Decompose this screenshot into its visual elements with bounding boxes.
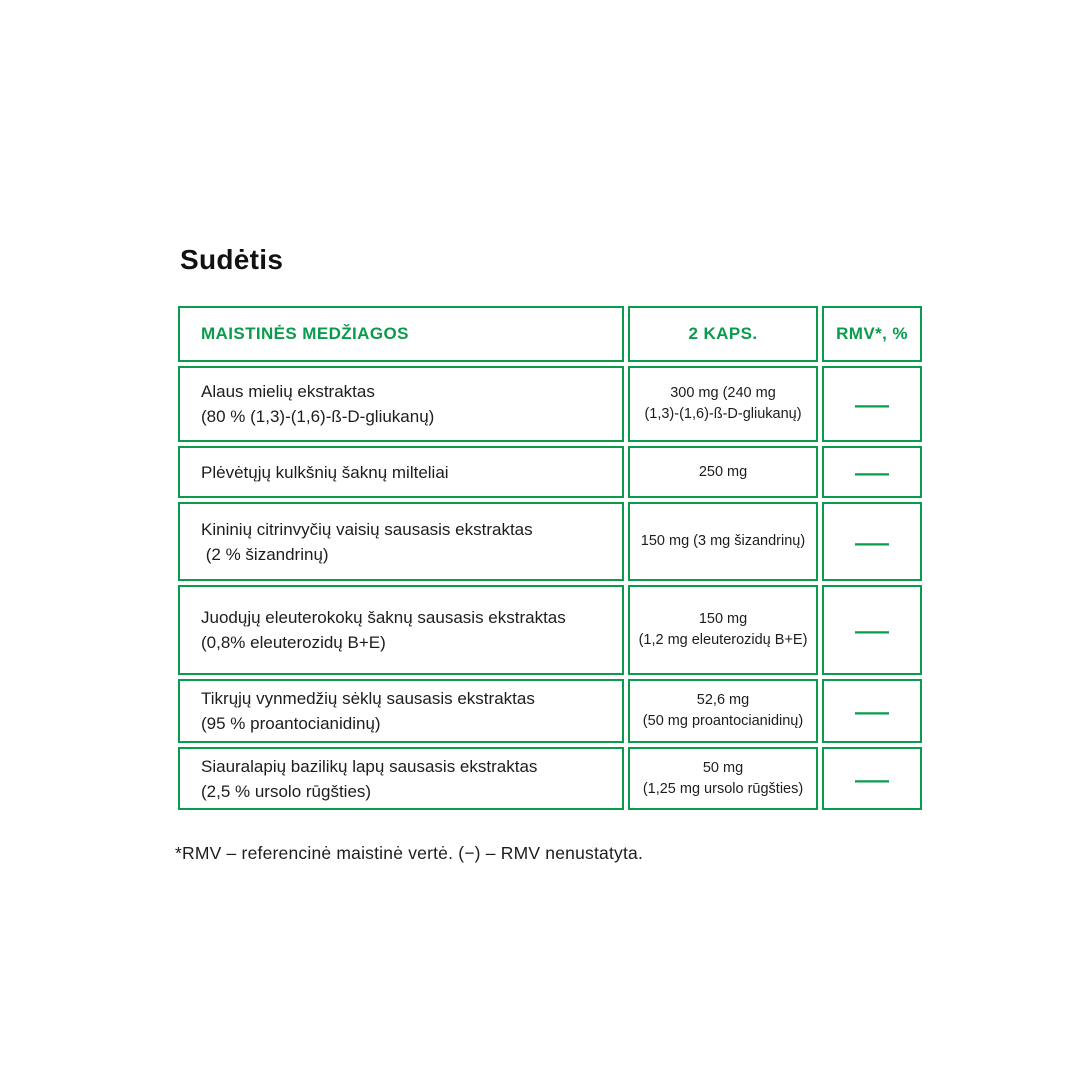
nutrient-name-detail: (2,5 % ursolo rūgšties) <box>201 781 372 801</box>
nutrient-name-cell <box>178 585 624 675</box>
rmv-dash-icon: — <box>855 453 889 491</box>
amount-value: 150 mg <box>698 611 748 627</box>
amount-cell <box>628 366 818 442</box>
nutrient-name-cell <box>178 747 624 810</box>
rmv-dash-icon: — <box>855 611 889 649</box>
nutrient-name-detail: (0,8% eleuterozidų B+E) <box>201 633 386 652</box>
nutrient-name: Siauralapių bazilikų lapų sausasis ekstraktas <box>201 756 538 776</box>
rmv-dash-icon: — <box>855 692 889 730</box>
nutrient-name: Kininių citrinvyčių vaisių sausasis ekstraktas <box>201 519 533 539</box>
amount-detail: (1,3)-(1,6)-ß-D-gliukanų) <box>644 406 802 422</box>
nutrient-name-cell <box>178 366 624 442</box>
amount-detail: (1,2 mg eleuterozidų B+E) <box>638 632 808 648</box>
rmv-cell <box>822 747 922 810</box>
amount-value: 250 mg <box>698 463 748 480</box>
nutrient-name-detail: (2 % šizandrinų) <box>201 544 329 564</box>
table-header-rmv-label: RMV*, % <box>836 324 908 343</box>
nutrient-name: Tikrųjų vynmedžių sėklų sausasis ekstraktas <box>201 689 535 708</box>
table-header-per-serving-label: 2 KAPS. <box>688 324 758 343</box>
amount-value: 150 mg (3 mg šizandrinų) <box>640 533 806 549</box>
rmv-dash-icon: — <box>855 759 889 798</box>
amount-cell <box>628 747 818 810</box>
amount-value: 300 mg (240 mg <box>670 385 776 401</box>
rmv-dash-icon: — <box>855 385 889 423</box>
table-header-nutrients <box>178 306 624 362</box>
nutrient-name-cell <box>178 679 624 743</box>
nutrient-name: Alaus mielių ekstraktas <box>201 382 375 401</box>
nutrient-name: Plėvėtųjų kulkšnių šaknų milteliai <box>201 462 449 482</box>
composition-table <box>178 306 922 810</box>
table-header-nutrients-label: MAISTINĖS MEDŽIAGOS <box>201 324 409 343</box>
amount-value: 52,6 mg <box>696 692 750 708</box>
nutrient-name-cell <box>178 502 624 581</box>
page-title: Sudėtis <box>180 244 284 275</box>
nutrient-name: Juodųjų eleuterokokų šaknų sausasis ekstraktas <box>201 608 566 627</box>
table-header-per-serving <box>628 306 818 362</box>
amount-cell <box>628 585 818 675</box>
rmv-dash-icon: — <box>855 522 889 561</box>
nutrient-name-detail: (95 % proantocianidinų) <box>201 714 381 733</box>
amount-detail: (50 mg proantocianidinų) <box>642 713 804 729</box>
nutrient-name-cell <box>178 446 624 498</box>
amount-cell <box>628 679 818 743</box>
table-header-rmv <box>822 306 922 362</box>
amount-detail: (1,25 mg ursolo rūgšties) <box>642 780 804 797</box>
amount-value: 50 mg <box>702 759 744 776</box>
amount-cell <box>628 502 818 581</box>
nutrient-name-detail: (80 % (1,3)-(1,6)-ß-D-gliukanų) <box>201 407 435 426</box>
rmv-cell <box>822 366 922 442</box>
rmv-cell <box>822 502 922 581</box>
rmv-cell <box>822 446 922 498</box>
rmv-cell <box>822 585 922 675</box>
rmv-footnote: *RMV – referencinė maistinė vertė. (−) – RMV nenustatyta. <box>175 843 644 863</box>
amount-cell <box>628 446 818 498</box>
rmv-cell <box>822 679 922 743</box>
